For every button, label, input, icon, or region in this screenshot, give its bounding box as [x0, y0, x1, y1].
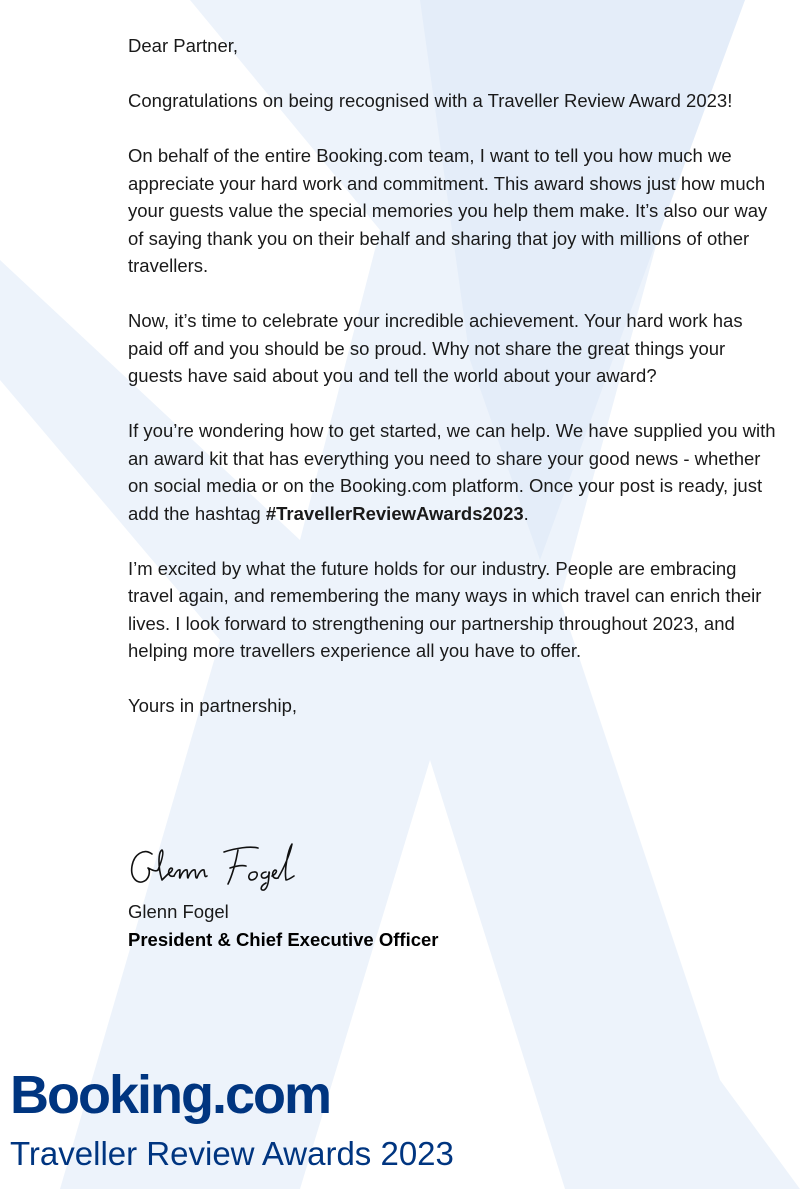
signer-title: President & Chief Executive Officer: [128, 929, 439, 950]
paragraph-appreciation: On behalf of the entire Booking.com team, I want to tell you how much we appreciate your hard work and commitment. This award shows just how much your guests value the special memories you help them make. It’s also our way of saying thank you on their behalf and sharing that joy with millions of other travellers.: [128, 145, 768, 276]
greeting: Dear Partner,: [128, 35, 239, 56]
handwritten-signature: [128, 836, 318, 896]
closing: Yours in partnership,: [128, 695, 298, 716]
award-kit-text: If you’re wondering how to get started, we can help. We have supplied you with an award kit that has everything you need to share your good news - whether on social media or on the Booking.com platform. Once your post is ready, just add the hashtag: [128, 420, 776, 524]
award-title: Traveller Review Awards 2023: [10, 1135, 454, 1172]
paragraph-congratulations: Congratulations on being recognised with a Traveller Review Award 2023!: [128, 90, 733, 111]
paragraph-celebrate: Now, it’s time to celebrate your incredible achievement. Your hard work has paid off and you should be so proud. Why not share the great things your guests have said about you and tell the world about your award?: [128, 310, 743, 386]
paragraph-future: I’m excited by what the future holds for our industry. People are embracing travel again, and remembering the many ways in which travel can enrich their lives. I look forward to strengthening our partnership throughout 2023, and helping more travellers experience all you have to offer.: [128, 557, 762, 661]
booking-logo: [10, 1065, 331, 1125]
paragraph-award-kit: [128, 417, 780, 527]
signer-name: Glenn Fogel: [128, 901, 229, 922]
hashtag: #TravellerReviewAwards2023: [265, 502, 524, 524]
award-kit-end: .: [523, 502, 529, 524]
letter-body: [128, 32, 780, 747]
brand-suffix: .com: [211, 1065, 331, 1125]
brand-name: Booking: [10, 1065, 212, 1125]
